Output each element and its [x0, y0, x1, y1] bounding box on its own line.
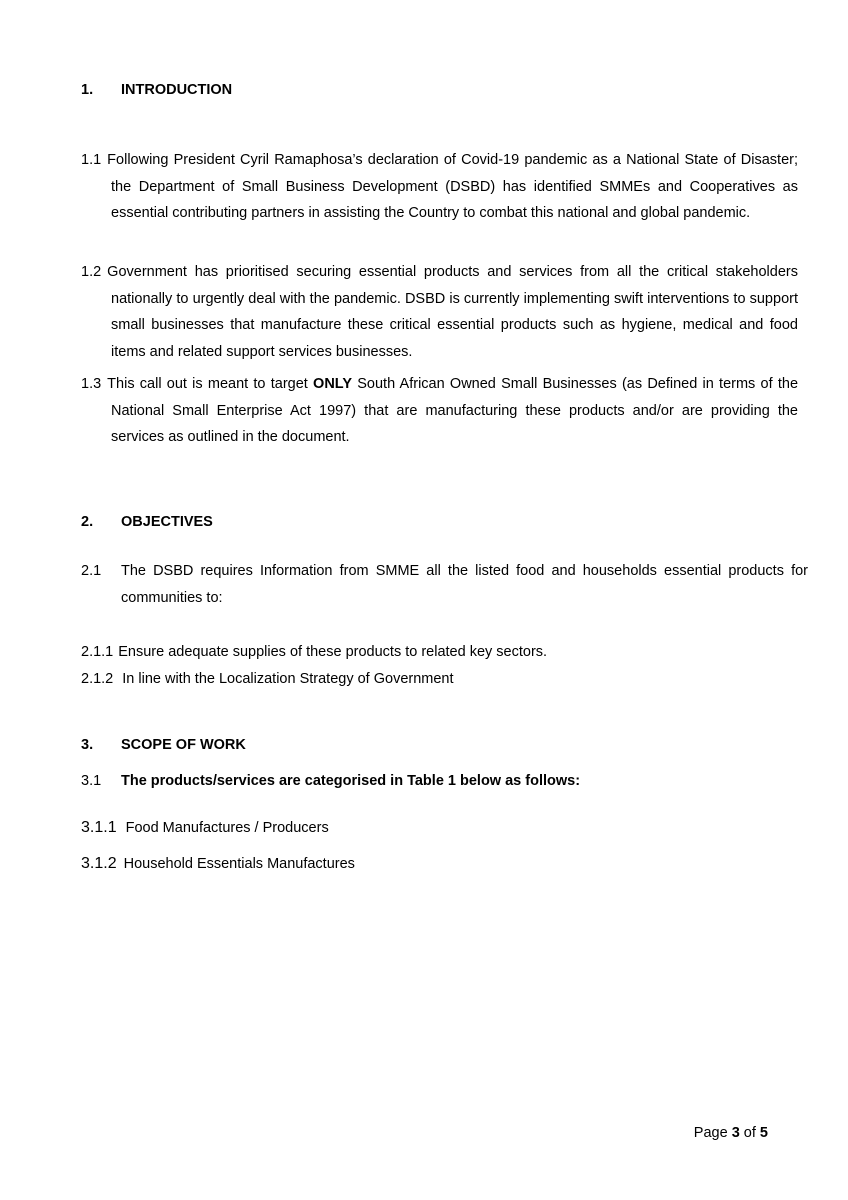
- paragraph-number: 2.1.1: [81, 644, 114, 660]
- section-heading-scope-of-work: [81, 736, 246, 754]
- paragraph-text-emphasis: ONLY: [313, 376, 352, 392]
- section-heading-introduction: [81, 81, 232, 99]
- paragraph-text: Government has prioritised securing essential products and services from all the critical stakeholders nationally to urgently deal with the pandemic. DSBD is currently implementing swift interventions to support small businesses that manufacture these critical essential products such as hygiene, medical and food items and related support services businesses.: [107, 264, 798, 361]
- paragraph-1-3: [81, 371, 798, 451]
- page-label: Page: [693, 1125, 728, 1141]
- paragraph-2-1: [81, 558, 808, 611]
- paragraph-text-end: South African Owned Small Businesses (as Defined in terms of the National Small Enterprise Act 1997) that are manufacturing these products and/or are providing the services as outlined in the document.: [111, 376, 799, 446]
- paragraph-number: 3.1.2: [81, 855, 117, 872]
- section-number: 2.: [81, 514, 94, 530]
- section-title: SCOPE OF WORK: [121, 737, 246, 753]
- paragraph-1-2: [81, 259, 798, 366]
- of-label: of: [743, 1125, 756, 1141]
- paragraph-number: 3.1: [81, 773, 102, 789]
- section-heading-objectives: [81, 513, 213, 531]
- paragraph-3-1: [81, 772, 580, 790]
- paragraph-text: Food Manufactures / Producers: [125, 820, 329, 836]
- paragraph-text-start: This call out is meant to target: [107, 376, 308, 392]
- paragraph-number: 2.1.2: [81, 671, 114, 687]
- page-number-footer: [694, 1125, 768, 1141]
- section-number: 1.: [81, 82, 94, 98]
- total-page-count: 5: [759, 1125, 768, 1141]
- paragraph-text: In line with the Localization Strategy of Government: [122, 671, 454, 687]
- paragraph-text: Following President Cyril Ramaphosa’s declaration of Covid-19 pandemic as a National State of Disaster; the Department of Small Business Development (DSBD) has identified SMMEs and Cooperatives as essential contributing partners in assisting the Country to combat this national and global pandemic.: [107, 152, 798, 222]
- paragraph-text: Ensure adequate supplies of these products to related key sectors.: [118, 644, 548, 660]
- section-title: OBJECTIVES: [121, 514, 213, 530]
- paragraph-number: 1.2: [81, 264, 102, 280]
- paragraph-2-1-1: [81, 643, 547, 661]
- paragraph-number: 1.1: [81, 152, 102, 168]
- paragraph-3-1-2: [81, 855, 355, 873]
- paragraph-text: The products/services are categorised in Table 1 below as follows:: [121, 773, 581, 789]
- paragraph-1-1: [81, 147, 798, 227]
- paragraph-2-1-2: [81, 670, 454, 688]
- paragraph-number: 1.3: [81, 376, 102, 392]
- paragraph-text: The DSBD requires Information from SMME all the listed food and households essential products for communities to:: [121, 563, 808, 606]
- paragraph-number: 2.1: [81, 563, 102, 579]
- paragraph-number: 3.1.1: [81, 819, 117, 836]
- paragraph-text: Household Essentials Manufactures: [123, 856, 355, 872]
- section-number: 3.: [81, 737, 94, 753]
- current-page-number: 3: [731, 1125, 740, 1141]
- section-title: INTRODUCTION: [121, 82, 233, 98]
- paragraph-3-1-1: [81, 819, 329, 837]
